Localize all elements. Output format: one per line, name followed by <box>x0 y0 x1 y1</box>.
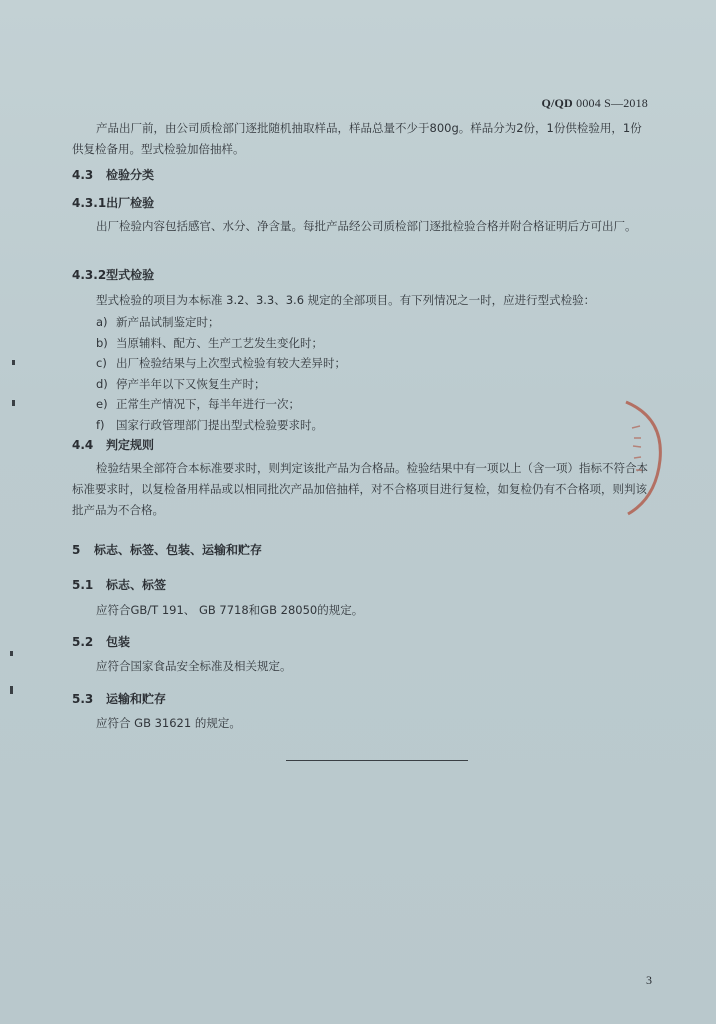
section-5-2-heading: 5.2 包装 <box>72 635 131 649</box>
section-5-2-text: 应符合国家食品安全标准及相关规定。 <box>96 659 292 673</box>
section-4-3-2-heading: 4.3.2型式检验 <box>72 268 155 282</box>
list-item: d) 停产半年以下又恢复生产时； <box>96 376 266 391</box>
section-5-3-heading: 5.3 运输和贮存 <box>72 692 167 706</box>
section-5-1-text: 应符合GB/T 191、 GB 7718和GB 28050的规定。 <box>96 603 364 617</box>
section-5-heading: 5 标志、标签、包装、运输和贮存 <box>72 543 263 557</box>
scan-speck <box>10 651 13 656</box>
section-4-4-text: 检验结果全部符合本标准要求时，则判定该批产品为合格品。检验结果中有一项以上（含一项）指标不符合本标准要求时，以复检备用样品或以相同批次产品加倍抽样，对不合格项目进行复检，如复检仍有不合格项，则判该批产品为不合格。 <box>72 461 648 517</box>
document-code: Q/QD 0004 S—2018 <box>541 96 648 110</box>
section-4-3-heading: 4.3 检验分类 <box>72 168 155 182</box>
list-item: e) 正常生产情况下，每半年进行一次； <box>96 397 300 411</box>
inspection-conditions-list <box>96 312 346 435</box>
section-4-3-2-text: 型式检验的项目为本标准 3.2、3.3、3.6 规定的全部项目。有下列情况之一时，应进行型式检验： <box>96 293 596 307</box>
end-rule <box>286 760 468 761</box>
list-item: c) 出厂检验结果与上次型式检验有较大差异时； <box>96 356 346 370</box>
scan-speck <box>10 686 13 694</box>
section-4-3-1-text: 出厂检验内容包括感官、水分、净含量。每批产品经公司质检部门逐批检验合格并附合格证明后方可出厂。 <box>96 219 637 233</box>
list-item: f) 国家行政管理部门提出型式检验要求时。 <box>96 417 323 432</box>
intro-paragraph: 产品出厂前，由公司质检部门逐批随机抽取样品，样品总量不少于800g。样品分为2份，1份供检验用，1份供复检备用。型式检验加倍抽样。 <box>72 121 642 156</box>
scan-speck <box>12 400 15 406</box>
section-5-3-text: 应符合 GB 31621 的规定。 <box>96 716 241 730</box>
scan-speck <box>12 360 15 365</box>
list-item: b) 当原辅料、配方、生产工艺发生变化时； <box>96 335 323 350</box>
section-5-1-heading: 5.1 标志、标签 <box>72 578 167 592</box>
section-4-3-1-heading: 4.3.1出厂检验 <box>72 196 155 210</box>
page-number: 3 <box>646 973 652 987</box>
list-item: a) 新产品试制鉴定时； <box>96 315 220 329</box>
seal-stamp <box>624 398 664 518</box>
section-4-4-heading: 4.4 判定规则 <box>72 438 155 452</box>
